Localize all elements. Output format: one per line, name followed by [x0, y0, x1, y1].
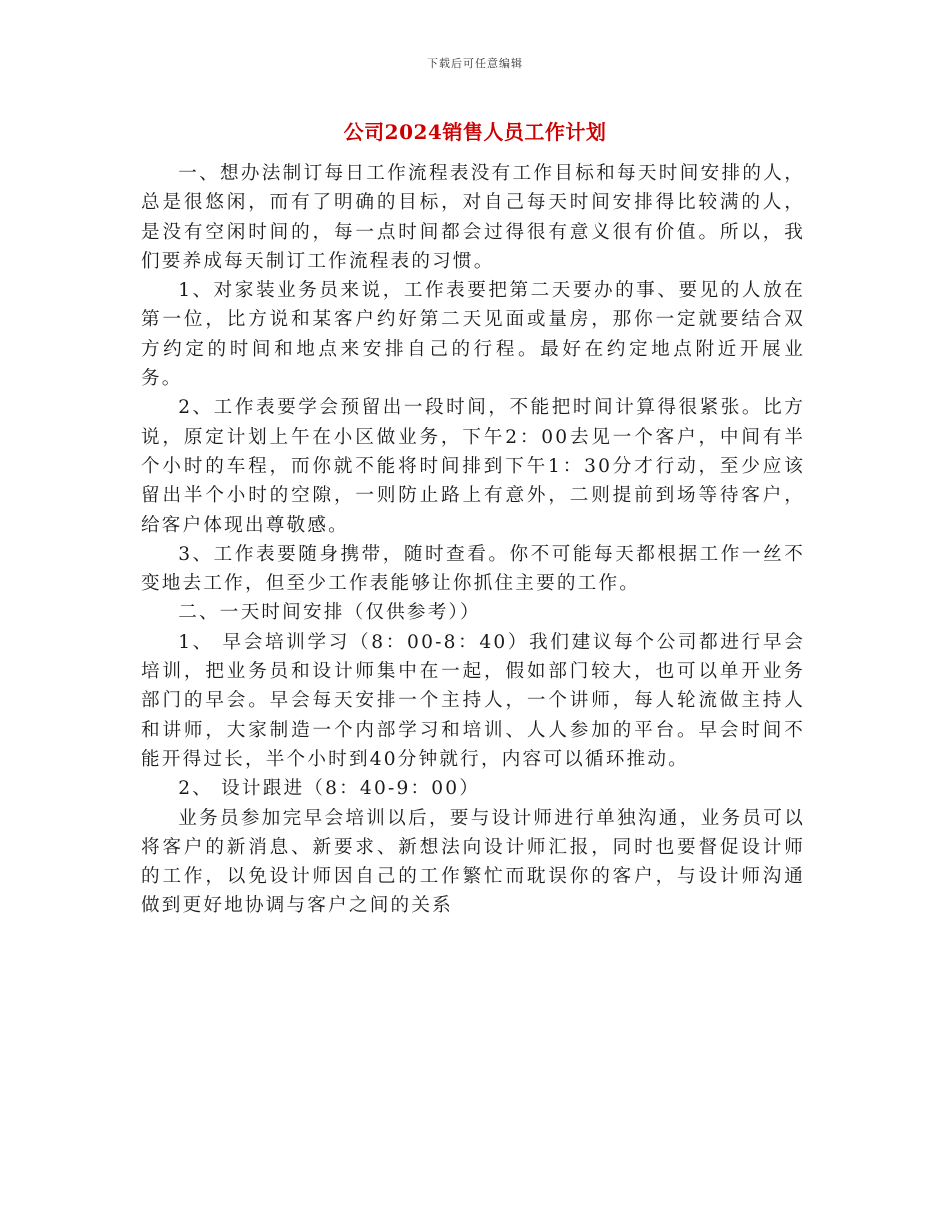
- paragraph-design-followup-heading: 2、 设计跟进（8：40-9：00）: [178, 778, 481, 800]
- paragraph-item-3: 3、工作表要随身携带，随时查看。你不可能每天都根据工作一丝不变地去工作，但至少工作表能够让你抓住主要的工作。: [141, 543, 805, 595]
- paragraph-morning-meeting: 1、 早会培训学习（8：00-8：40）我们建议每个公司都进行早会培训，把业务员和设计师集中在一起，假如部门较大，也可以单开业务部门的早会。早会每天安排一个主持人，一个讲师，每人轮流做主持人和讲师，大家制造一个内部学习和培训、人人参加的平台。早会时间不能开得过长，半个小时到40分钟就行，内容可以循环推动。: [141, 631, 805, 770]
- paragraph-section-one: 一、想办法制订每日工作流程表没有工作目标和每天时间安排的人，总是很悠闲，而有了明确的目标，对自己每天时间安排得比较满的人，是没有空闲时间的，每一点时间都会过得很有意义很有价值。所以，我们要养成每天制订工作流程表的习惯。: [141, 163, 805, 272]
- paragraph-section-two: 二、一天时间安排（仅供参考））: [178, 602, 481, 624]
- paragraph-item-1: 1、对家装业务员来说，工作表要把第二天要办的事、要见的人放在第一位，比方说和某客户约好第二天见面或量房，那你一定就要结合双方约定的时间和地点来安排自己的行程。最好在约定地点附近开展业务。: [141, 280, 805, 390]
- page-header-note: 下载后可任意编辑: [427, 57, 523, 70]
- document-title: 公司2024销售人员工作计划: [343, 120, 607, 144]
- paragraph-item-2: 2、工作表要学会预留出一段时间，不能把时间计算得很紧张。比方说，原定计划上午在小区做业务，下午2：00去见一个客户，中间有半个小时的车程，而你就不能将时间排到下午1：30分才行动，至少应该留出半个小时的空隙，一则防止路上有意外，二则提前到场等待客户，给客户体现出尊敬感。: [141, 397, 805, 536]
- paragraph-design-followup: 业务员参加完早会培训以后，要与设计师进行单独沟通，业务员可以将客户的新消息、新要求、新想法向设计师汇报，同时也要督促设计师的工作，以免设计师因自己的工作繁忙而耽误你的客户，与设计师沟通做到更好地协调与客户之间的关系: [141, 807, 805, 917]
- document-body: [141, 159, 805, 921]
